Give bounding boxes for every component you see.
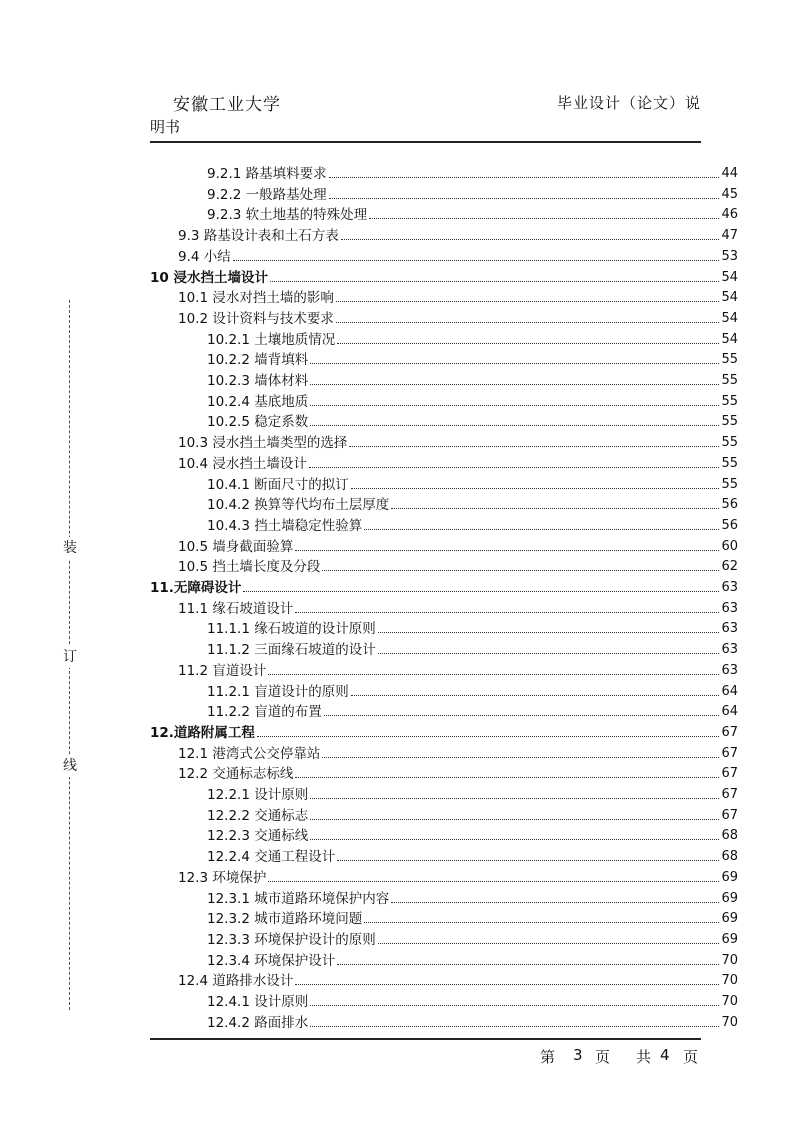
toc-entry-page: 63 [721,580,738,595]
toc-entry-page: 68 [721,828,738,844]
toc-entry-title: 10.4.1 断面尺寸的拟订 [207,476,349,493]
toc-entry [178,742,738,762]
toc-entry-title: 10.5 墙身截面验算 [178,538,294,555]
toc-entry-page: 70 [721,973,738,989]
toc-entry-title: 10.4.2 换算等代均布土层厚度 [207,497,390,514]
toc-entry-title: 12.4.1 设计原则 [207,994,309,1010]
toc-entry-title: 10.4.3 挡土墙稳定性验算 [207,517,363,534]
toc-dot-leader [295,984,719,985]
toc-entry [207,493,738,513]
toc-entry-page: 56 [721,497,738,513]
toc-entry [178,866,738,886]
toc-entry-page: 70 [721,994,738,1009]
toc-entry-title: 11.1 缘石坡道设计 [178,600,294,617]
toc-entry [207,328,738,348]
toc-entry-title: 12.2.4 交通工程设计 [207,849,336,866]
toc-entry-title: 10.5 挡土墙长度及分段 [178,559,321,576]
toc-dot-leader [351,695,720,696]
toc-dot-leader [329,177,720,178]
toc-entry-title: 12.3.2 城市道路环境问题 [207,911,363,928]
toc-entry-title: 12.3.1 城市道路环境保护内容 [207,890,390,907]
toc-entry-page: 55 [721,393,738,409]
footer-rule [150,1038,701,1040]
toc-entry-title: 9.3 路基设计表和土石方表 [178,228,339,245]
toc-entry [207,783,738,803]
toc-entry-title: 10.3 浸水挡土墙类型的选择 [178,435,348,452]
toc-entry [207,700,738,720]
toc-dot-leader [268,674,719,675]
toc-dot-leader [336,301,720,302]
toc-dot-leader [310,405,719,406]
toc-entry-page: 55 [721,476,738,492]
toc-entry-page: 64 [721,683,738,699]
toc-entry [207,928,738,948]
toc-entry-title: 11.2 盲道设计 [178,662,267,679]
toc-entry-title: 9.2.1 路基填料要求 [207,166,327,182]
toc-entry-title: 10 浸水挡土墙设计 [150,269,268,286]
toc-entry-page: 63 [721,621,738,637]
toc-entry-page: 55 [721,373,738,388]
toc-entry [207,617,738,637]
toc-dot-leader [310,839,719,840]
toc-dot-leader [391,508,719,509]
toc-entry-page: 67 [721,745,738,761]
toc-entry [178,307,738,327]
toc-dot-leader [310,819,719,820]
toc-entry [207,514,738,534]
toc-entry-page: 69 [721,931,738,947]
toc-dot-leader [309,467,720,468]
toc-entry-page: 55 [721,352,738,368]
toc-entry-page: 54 [721,269,738,285]
toc-entry [207,680,738,700]
toc-entry [178,597,738,617]
toc-entry-page: 54 [721,331,738,347]
toc-entry-title: 11.2.1 盲道设计的原则 [207,683,349,700]
toc-dot-leader [310,384,719,385]
toc-dot-leader [324,715,720,716]
toc-dot-leader [310,425,719,426]
toc-entry-title: 11.1.1 缘石坡道的设计原则 [207,621,376,638]
toc-dot-leader [310,1026,719,1027]
toc-dot-leader [364,922,719,923]
toc-entry-page: 69 [721,890,738,906]
toc-entry [207,203,738,223]
toc-entry [207,369,738,389]
toc-entry-page: 70 [721,1014,738,1030]
toc-entry-page: 63 [721,600,738,616]
toc-dot-leader [329,198,720,199]
toc-entry [207,907,738,927]
toc-entry-page: 69 [721,869,738,885]
toc-dot-leader [257,736,720,737]
toc-entry [178,224,738,244]
footer-total-pages: 4 [660,1046,670,1064]
header-doc-type: 毕业设计（论文）说 [557,94,702,112]
toc-entry [207,390,738,410]
toc-dot-leader [369,218,719,219]
toc-entry-title: 10.2.4 基底地质 [207,393,309,410]
toc-entry-page: 55 [721,455,738,471]
toc-entry-title: 12.4.2 路面排水 [207,1014,309,1031]
toc-entry [207,473,738,493]
toc-dot-leader [349,446,719,447]
toc-entry [150,266,738,286]
toc-dot-leader [341,239,720,240]
toc-entry-page: 70 [721,952,738,968]
toc-entry [207,410,738,430]
toc-dot-leader [310,363,719,364]
toc-entry-title: 10.2 设计资料与技术要求 [178,310,334,327]
toc-entry-title: 11.无障碍设计 [150,580,242,596]
toc-entry-page: 69 [721,911,738,927]
toc-dot-leader [270,281,719,282]
toc-dot-leader [322,570,719,571]
toc-entry-page: 67 [721,787,738,802]
toc-entry [178,969,738,989]
toc-dot-leader [337,964,719,965]
toc-entry [178,286,738,306]
toc-dot-leader [295,550,719,551]
toc-entry-title: 11.2.2 盲道的布置 [207,704,322,721]
toc-entry-title: 12.3 环境保护 [178,869,267,886]
toc-entry [207,804,738,824]
toc-entry [178,452,738,472]
toc-dot-leader [295,777,719,778]
toc-entry-page: 47 [721,228,738,244]
toc-dot-leader [378,632,720,633]
toc-entry-title: 10.4 浸水挡土墙设计 [178,455,307,472]
toc-entry [207,183,738,203]
toc-entry-page: 68 [721,849,738,865]
toc-entry-page: 67 [721,807,738,823]
toc-entry-page: 56 [721,517,738,533]
toc-entry-page: 67 [721,766,738,782]
toc-entry-title: 9.2.2 一般路基处理 [207,186,327,203]
toc-entry [150,576,738,596]
toc-entry-page: 53 [721,248,738,264]
toc-entry [207,887,738,907]
footer-ye: 页 [595,1048,611,1066]
toc-entry [207,1011,738,1031]
toc-entry-title: 12.3.3 环境保护设计的原则 [207,931,376,948]
toc-dot-leader [337,343,719,344]
toc-entry [178,431,738,451]
toc-entry-title: 12.道路附属工程 [150,724,255,741]
toc-dot-leader [378,653,720,654]
toc-entry [178,245,738,265]
toc-entry-page: 55 [721,435,738,451]
toc-entry-page: 64 [721,704,738,720]
toc-dot-leader [337,860,719,861]
toc-entry [207,348,738,368]
toc-entry-title: 10.2.2 墙背填料 [207,352,309,369]
toc-entry [178,659,738,679]
toc-entry-page: 54 [721,310,738,326]
toc-dot-leader [391,902,719,903]
toc-entry-title: 12.2.1 设计原则 [207,787,309,803]
toc-entry [178,555,738,575]
footer-di: 第 [540,1048,556,1066]
toc-entry [207,990,738,1010]
toc-dot-leader [364,529,719,530]
toc-entry-page: 55 [721,414,738,430]
toc-entry-page: 45 [721,186,738,202]
toc-entry-page: 60 [721,538,738,554]
binding-char-ding: 订 [63,646,77,668]
toc-entry [178,535,738,555]
toc-entry-title: 12.1 港湾式公交停靠站 [178,745,321,762]
toc-entry-title: 9.2.3 软土地基的特殊处理 [207,207,368,224]
toc-entry-title: 10.2.3 墙体材料 [207,373,309,389]
footer-ye2: 页 [683,1048,699,1066]
toc-dot-leader [336,322,720,323]
toc-dot-leader [351,488,720,489]
toc-entry [207,824,738,844]
toc-entry-title: 12.2.3 交通标线 [207,828,309,845]
toc-entry-title: 12.4 道路排水设计 [178,973,294,990]
toc-entry [207,845,738,865]
toc-dot-leader [233,260,720,261]
toc-entry-page: 63 [721,642,738,658]
toc-entry-page: 46 [721,207,738,223]
toc-entry [207,638,738,658]
toc-dot-leader [322,757,719,758]
toc-entry [207,162,738,182]
header-university: 安徽工业大学 [173,95,281,115]
header-doc-type-continued: 明书 [150,118,181,136]
toc-dot-leader [268,881,719,882]
toc-entry-page: 44 [721,166,738,181]
toc-entry-title: 10.1 浸水对挡土墙的影响 [178,290,334,307]
header-rule [150,141,701,143]
toc-entry-title: 12.3.4 环境保护设计 [207,952,336,969]
toc-entry-title: 10.2.1 土壤地质情况 [207,331,336,348]
toc-entry-page: 67 [721,724,738,740]
toc-entry-title: 12.2 交通标志标线 [178,766,294,783]
toc-dot-leader [310,1005,719,1006]
binding-char-xian: 线 [63,755,77,777]
toc-entry-page: 62 [721,559,738,575]
toc-dot-leader [243,591,719,592]
toc-entry-title: 11.1.2 三面缘石坡道的设计 [207,642,376,659]
toc-entry-title: 12.2.2 交通标志 [207,807,309,824]
toc-entry-page: 54 [721,290,738,306]
toc-entry-title: 9.4 小结 [178,248,231,265]
toc-entry-page: 63 [721,662,738,678]
toc-entry [207,949,738,969]
toc-dot-leader [378,943,720,944]
toc-dot-leader [295,612,719,613]
toc-entry [150,721,738,741]
footer-gong: 共 [636,1048,652,1066]
toc-entry [178,762,738,782]
binding-char-zhuang: 装 [63,537,77,559]
footer-page-number: 3 [573,1046,583,1064]
toc-entry-title: 10.2.5 稳定系数 [207,414,309,431]
toc-dot-leader [310,798,719,799]
